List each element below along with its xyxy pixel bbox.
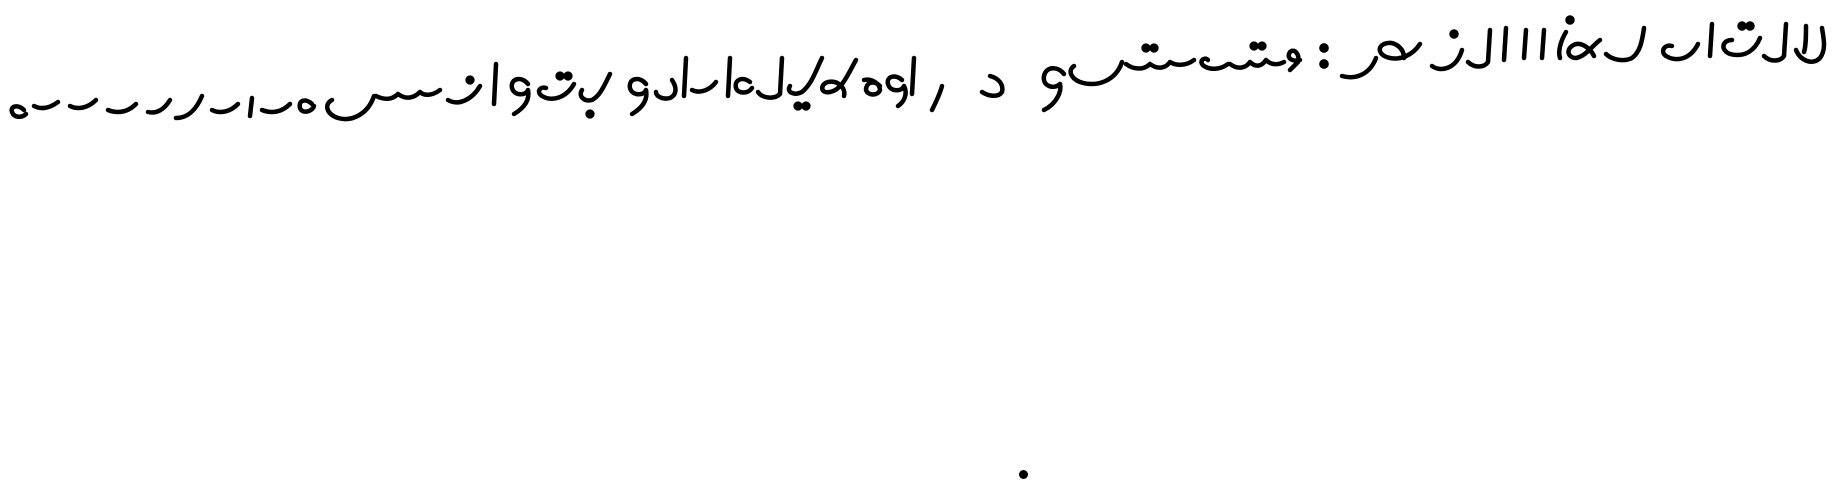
ink-dot xyxy=(1019,470,1028,479)
handwritten-line xyxy=(0,0,1834,200)
handwriting-strokes xyxy=(0,0,1834,200)
